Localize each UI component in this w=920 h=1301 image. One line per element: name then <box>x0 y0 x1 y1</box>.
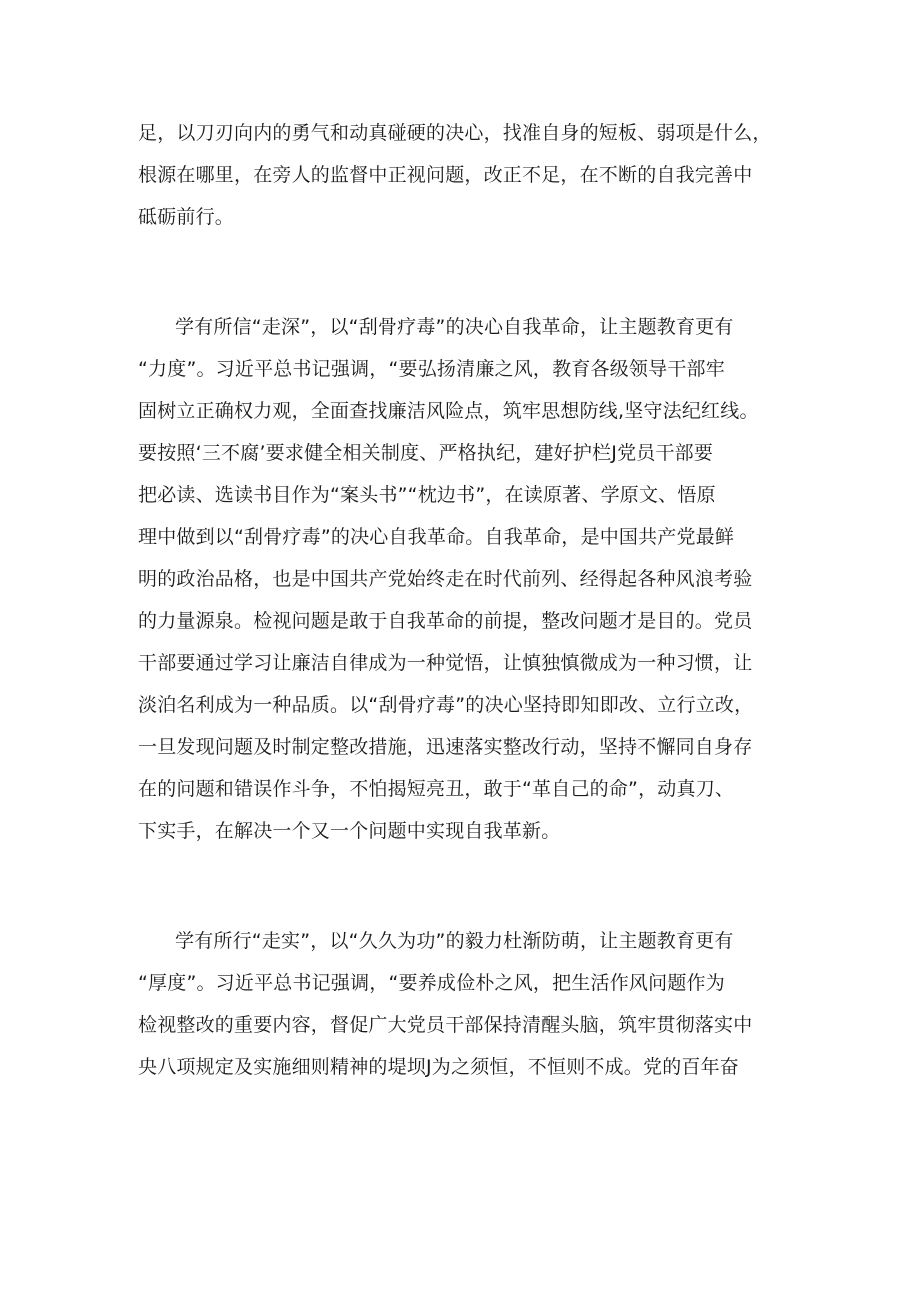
text-line: 明的政治品格，也是中国共产党始终走在时代前列、经得起各种风浪考验 <box>138 568 753 590</box>
text-line: 砥砺前行。 <box>138 206 235 228</box>
text-line: 学有所信“走深”，以“刮骨疗毒”的决心自我革命，让主题教育更有 <box>175 316 734 338</box>
text-line: 一旦发现问题及时制定整改措施，迅速落实整改行动，坚持不懈同自身存 <box>138 736 753 758</box>
text-line: 淡泊名利成为一种品质。以“刮骨疗毒”的决心坚持即知即改、立行立改， <box>138 694 754 716</box>
text-line: “力度”。习近平总书记强调，“要弘扬清廉之风，教育各级领导干部牢 <box>138 358 725 380</box>
text-line: 学有所行“走实”，以“久久为功”的毅力杜渐防萌，让主题教育更有 <box>175 930 734 952</box>
text-line: 在的问题和错误作斗争，不怕揭短亮丑，敢于“革自己的命”，动真刀、 <box>138 778 735 800</box>
text-line: 的力量源泉。检视问题是敢于自我革命的前提，整改问题才是目的。党员 <box>138 610 753 632</box>
text-line: 足，以刀刃向内的勇气和动真碰硬的决心，找准自身的短板、弱项是什么， <box>138 122 772 144</box>
text-line: 要按照‘三不腐’要求健全相关制度、严格执纪，建好护栏J党员干部要 <box>138 442 714 464</box>
text-line: 固树立正确权力观，全面查找廉洁风险点，筑牢思想防线,坚守法纪红线。 <box>138 400 759 422</box>
text-line: “厚度”。习近平总书记强调，“要养成俭朴之风，把生活作风问题作为 <box>138 972 725 994</box>
text-line: 干部要通过学习让廉洁自律成为一种觉悟，让慎独慎微成为一种习惯，让 <box>138 652 753 674</box>
text-line: 根源在哪里，在旁人的监督中正视问题，改正不足，在不断的自我完善中 <box>138 164 753 186</box>
text-line: 把必读、选读书目作为“案头书”“枕边书”，在读原著、学原文、悟原 <box>138 484 716 506</box>
text-line: 下实手，在解决一个又一个问题中实现自我革新。 <box>138 820 561 842</box>
text-line: 检视整改的重要内容，督促广大党员干部保持清醒头脑，筑牢贯彻落实中 <box>138 1014 753 1036</box>
text-line: 理中做到以“刮骨疗毒”的决心自我革命。自我革命，是中国共产党最鲜 <box>138 526 735 548</box>
text-line: 央八项规定及实施细则精神的堤坝J为之须恒，不恒则不成。党的百年奋 <box>138 1056 740 1078</box>
